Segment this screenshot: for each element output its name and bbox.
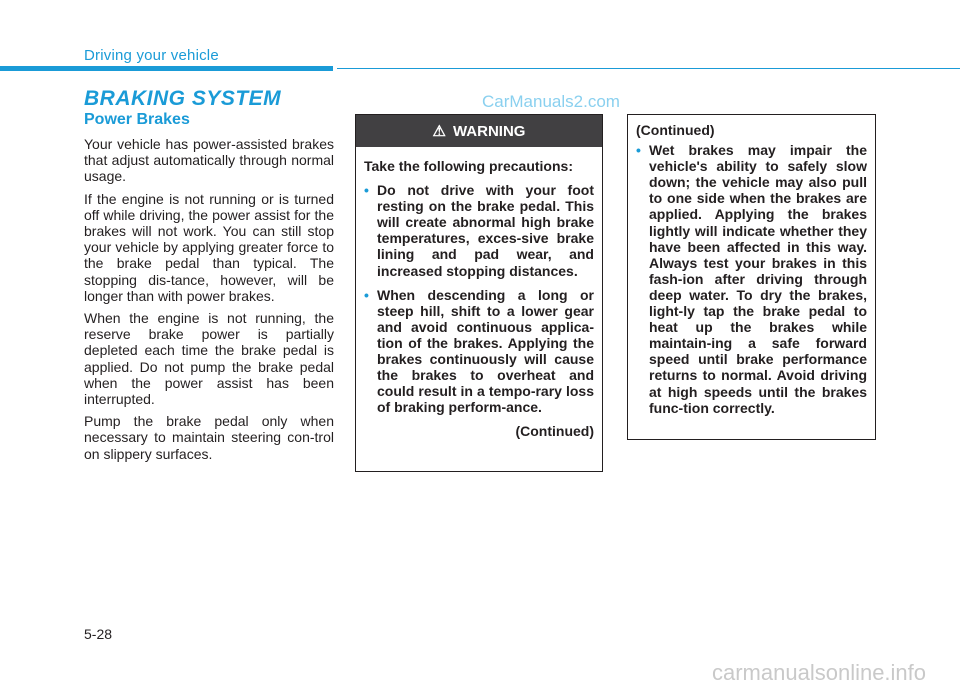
- warning-continued-content: [628, 115, 875, 416]
- warning-continued-label: (Continued): [515, 423, 594, 440]
- warning-item-text: Wet brakes may impair the vehicle's ability to safely slow down; the vehicle may also pull to one side when the brakes are applied. Applying the brakes lightly will indicate whether they have been affected in this way. Always test your brakes in this fash-ion after driving through deep water. To dry the brakes, light-ly tap the brake pedal to heat up the brakes while maintain-ing a safe forward speed until brake performance returns to normal. Avoid driving at high speeds until the brakes func-tion correctly.: [649, 142, 867, 416]
- warning-box: [355, 114, 603, 472]
- header-rule-thick: [0, 66, 333, 71]
- continued-label: (Continued): [636, 122, 715, 138]
- page-number: 5-28: [84, 626, 113, 642]
- warning-content: [356, 147, 602, 440]
- warning-list: [364, 182, 594, 415]
- warning-item-text: When descending a long or steep hill, shift to a lower gear and avoid continuous applica-tion of the brakes. Applying the brakes continuously will cause the brakes to overheat and could result in a tempo-rary loss of braking perform-ance.: [377, 286, 594, 416]
- warning-item-text: Do not drive with your foot resting on the brake pedal. This will create abnormal high brake temperatures, exces-sive brake lining and pad wear, and increased stopping distances.: [377, 182, 594, 279]
- warning-item: [364, 287, 594, 416]
- warning-triangle-icon: ⚠: [432, 123, 446, 140]
- body-paragraph: Pump the brake pedal only when necessary to maintain steering con-trol on slippery surfaces.: [84, 413, 334, 462]
- watermark[interactable]: CarManuals2.com: [482, 92, 620, 111]
- page-title: BRAKING SYSTEM: [84, 87, 282, 110]
- body-paragraph: When the engine is not running, the reserve brake power is partially depleted each time the brake pedal is applied. Do not pump the brake pedal when the power assist has been interrupted.: [84, 310, 334, 408]
- warning-label: WARNING: [452, 122, 526, 140]
- bullet-icon: •: [636, 142, 641, 159]
- bullet-icon: •: [364, 182, 369, 199]
- body-paragraph: Your vehicle has power-assisted brakes that adjust automatically through normal usage.: [84, 136, 334, 185]
- bullet-icon: •: [364, 286, 369, 303]
- body-paragraph: If the engine is not running or is turned off while driving, the power assist for the brakes will not work. You can still stop your vehicle by applying greater force to the brake pedal than typical. The stopping dis-tance, however, will be longer than with power brakes.: [84, 190, 334, 304]
- footer-watermark[interactable]: carmanualsonline.info: [712, 660, 927, 685]
- warning-continued-box: [627, 114, 876, 440]
- warning-continued-list: [636, 142, 867, 416]
- warning-header: [356, 115, 602, 147]
- warning-item: [364, 182, 594, 279]
- section-subtitle: Power Brakes: [84, 111, 190, 128]
- warning-intro: Take the following precautions:: [364, 158, 573, 174]
- header-rule-thin: [337, 68, 960, 69]
- warning-item: [636, 142, 867, 416]
- body-text-column: [84, 136, 334, 468]
- section-title: Driving your vehicle: [84, 47, 219, 64]
